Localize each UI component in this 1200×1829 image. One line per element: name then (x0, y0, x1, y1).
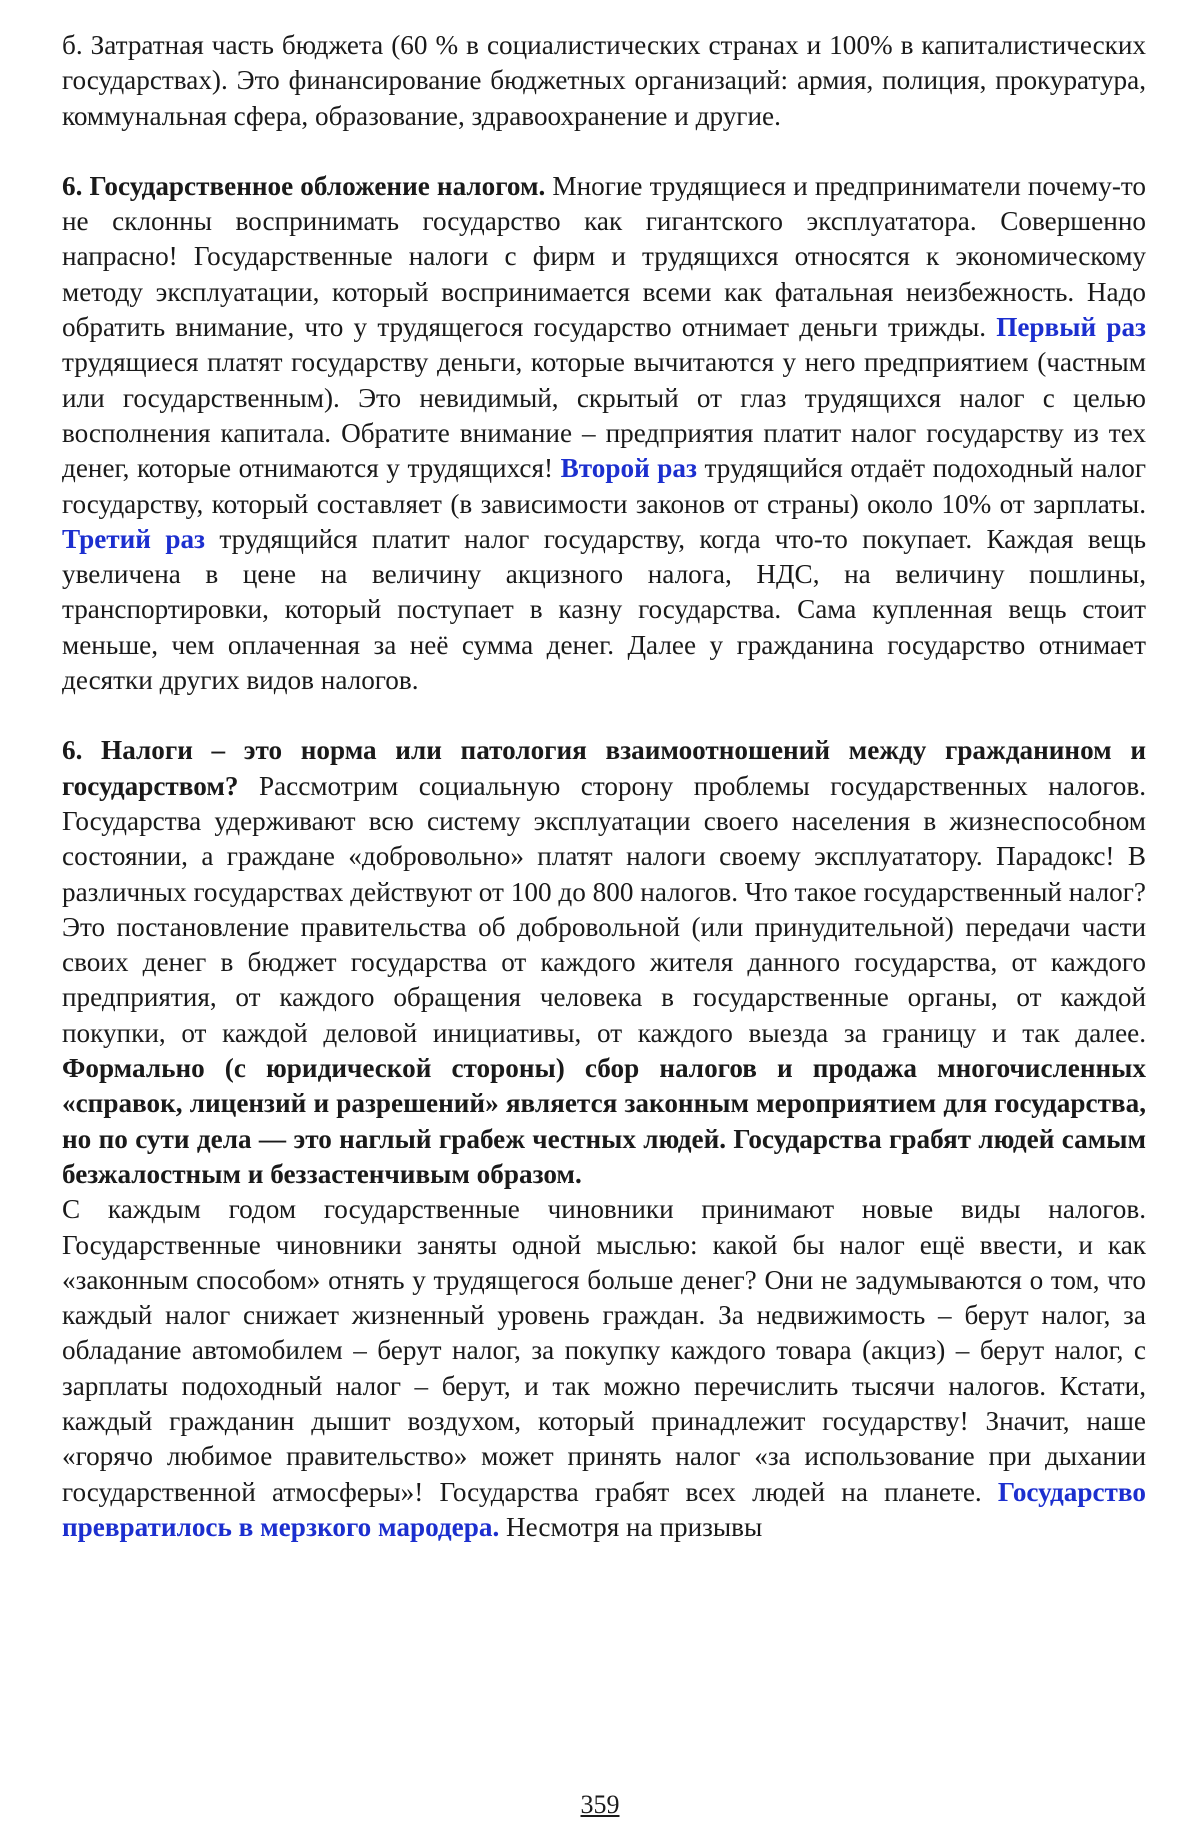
paragraph-budget-expenses (62, 28, 1146, 134)
document-page (62, 28, 1146, 1545)
taxation-text-3: трудящийся отдаёт подоходный налог государству, который составляет (в зависимости законов от страны) около 10% от зарплаты. (62, 453, 1146, 519)
paragraph-state-taxation (62, 169, 1146, 698)
taxation-text-1: Многие трудящиеся и предприниматели почему-то не склонны воспринимать государство как гигантского эксплуататора. Совершенно напрасно! Государственные налоги с фирм и трудящихся относятся к экономическому методу эксплуатации, который воспринимается всеми как фатальная неизбежность. Надо обратить внимание, что у трудящегося государство отнимает деньги трижды. (62, 170, 1146, 343)
paragraph-gap (62, 134, 1146, 169)
budget-text: б. Затратная часть бюджета (60 % в социалистических странах и 100% в капиталистических государствах). Это финансирование бюджетных организаций: армия, полиция, прокуратура, коммунальная сфера, образование, здравоохранение и другие. (62, 30, 1146, 131)
paragraph-officials (62, 1192, 1146, 1545)
highlight-third-time: Третий раз (62, 523, 205, 554)
highlight-marauder: Государство превратилось в мерзкого мародера. (62, 1476, 1146, 1542)
officials-text-1: С каждым годом государственные чиновники принимают новые виды налогов. Государственные чиновники заняты одной мыслью: какой бы налог ещё ввести, и как «законным способом» отнять у трудящегося больше денег? Они не задумываются о том, что каждый налог снижает жизненный уровень граждан. За недвижимость – берут налог, за обладание автомобилем – берут налог, за покупку каждого товара (акциз) – берут налог, с зарплаты подоходный налог – берут, и так можно перечислить тысячи налогов. Кстати, каждый гражданин дышит воздухом, который принадлежит государству! Значит, наше «горячо любимое правительство» может принять налог «за использование при дыхании государственной атмосферы»! Государства грабят всех людей на планете. (62, 1194, 1146, 1507)
paragraph-gap (62, 698, 1146, 733)
taxation-text-2: трудящиеся платят государству деньги, которые вычитаются у него предприятием (частным или государственным). Это невидимый, скрытый от глаз трудящихся налог с целью восполнения капитала. Обратите внимание – предприятия платит налог государству из тех денег, которые отнимаются у трудящихся! (62, 347, 1146, 484)
section-heading-norm: 6. Налоги – это норма или патология взаимоотношений между гражданином и государством? (62, 735, 1146, 801)
highlight-first-time: Первый раз (996, 312, 1146, 343)
page-number: 359 (580, 1790, 620, 1819)
officials-text-2: Несмотря на призывы (499, 1511, 763, 1542)
norm-text-1: Рассмотрим социальную сторону проблемы государственных налогов. Государства удерживают всю систему эксплуатации своего населения в жизнеспособном состоянии, а граждане «добровольно» платят налоги своему эксплуататору. Парадокс! В различных государствах действуют от 100 до 800 налогов. Что такое государственный налог? Это постановление правительства об добровольной (или принудительной) передачи части своих денег в бюджет государства от каждого жителя данного государства, от каждого предприятия, от каждого обращения человека в государственные органы, от каждой покупки, от каждой деловой инициативы, от каждого выезда за границу и так далее. (62, 770, 1146, 1048)
taxation-text-4: трудящийся платит налог государству, когда что-то покупает. Каждая вещь увеличена в цене на величину акцизного налога, НДС, на величину пошлины, транспортировки, который поступает в казну государства. Сама купленная вещь стоит меньше, чем оплаченная за неё сумма денег. Далее у гражданина государство отнимает десятки других видов налогов. (62, 523, 1146, 696)
section-heading-taxation: 6. Государственное обложение налогом. (62, 170, 546, 201)
paragraph-taxes-norm-or-pathology (62, 733, 1146, 1192)
highlight-second-time: Второй раз (560, 453, 697, 484)
norm-bold-statement: Формально (с юридической стороны) сбор налогов и продажа многочисленных «справок, лицензий и разрешений» является законным мероприятием для государства, но по сути дела — это наглый грабеж честных людей. Государства грабят людей самым безжалостным и беззастенчивым образом. (62, 1053, 1146, 1189)
